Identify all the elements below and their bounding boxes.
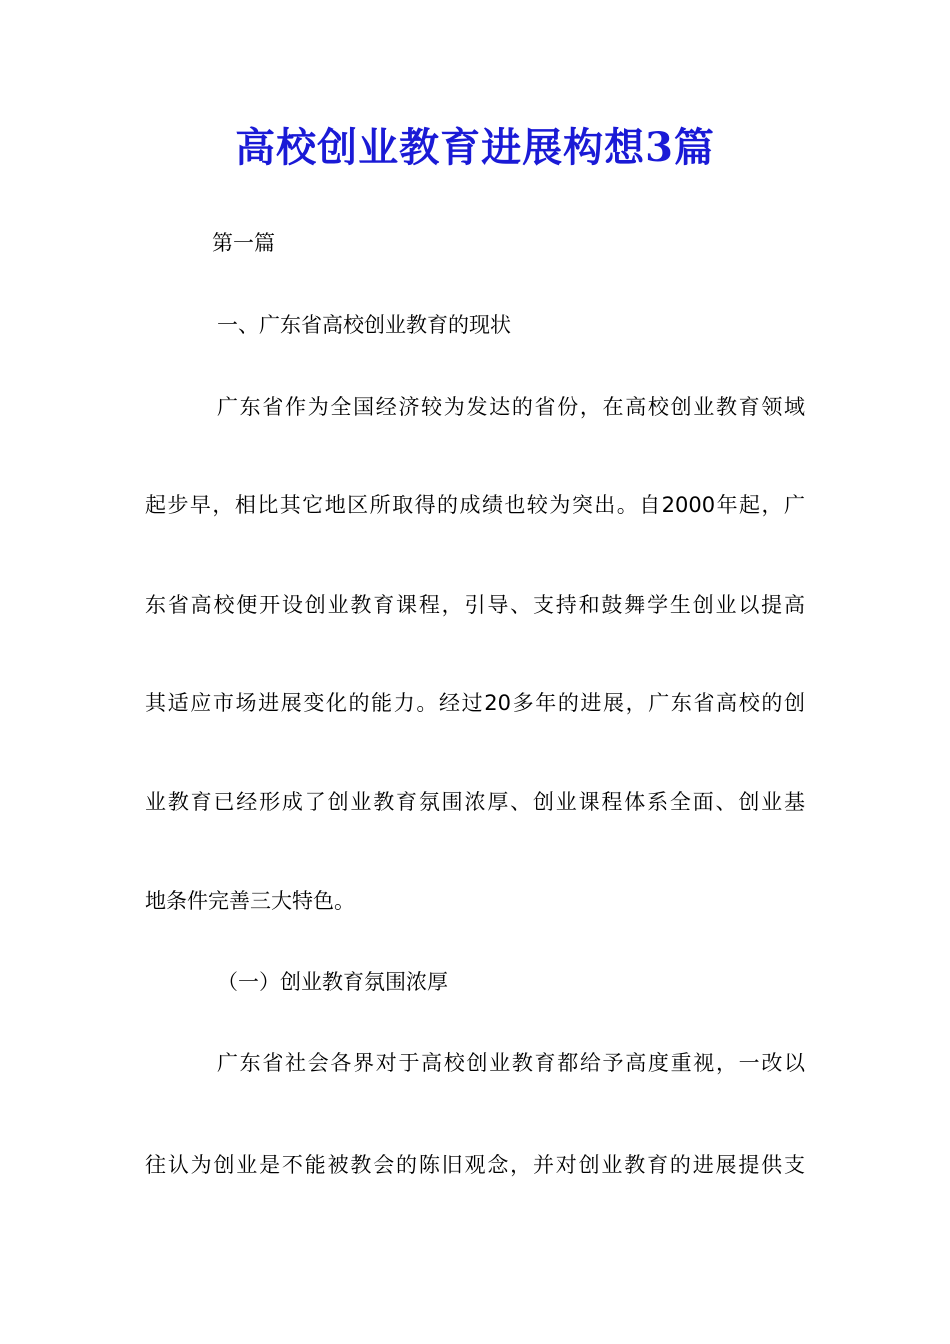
paragraph-line: 广东省社会各界对于高校创业教育都给予高度重视，一改以: [217, 1051, 805, 1075]
section-heading: 一、广东省高校创业教育的现状: [217, 313, 511, 337]
document-title: 高校创业教育进展构想3篇: [235, 124, 715, 171]
paragraph-line: 业教育已经形成了创业教育氛围浓厚、创业课程体系全面、创业基: [145, 790, 805, 814]
paragraph-line: 往认为创业是不能被教会的陈旧观念，并对创业教育的进展提供支: [145, 1153, 805, 1177]
paragraph-line: 其适应市场进展变化的能力。经过20多年的进展，广东省高校的创: [145, 691, 805, 715]
paragraph-line: 起步早，相比其它地区所取得的成绩也较为突出。自2000年起，广: [145, 493, 805, 517]
paragraph-line: 广东省作为全国经济较为发达的省份，在高校创业教育领域: [217, 395, 805, 419]
paragraph-line: 东省高校便开设创业教育课程，引导、支持和鼓舞学生创业以提高: [145, 593, 805, 617]
paragraph-line: 地条件完善三大特色。: [145, 889, 355, 913]
subsection-heading: （一）创业教育氛围浓厚: [217, 970, 448, 994]
part-label: 第一篇: [212, 231, 275, 255]
